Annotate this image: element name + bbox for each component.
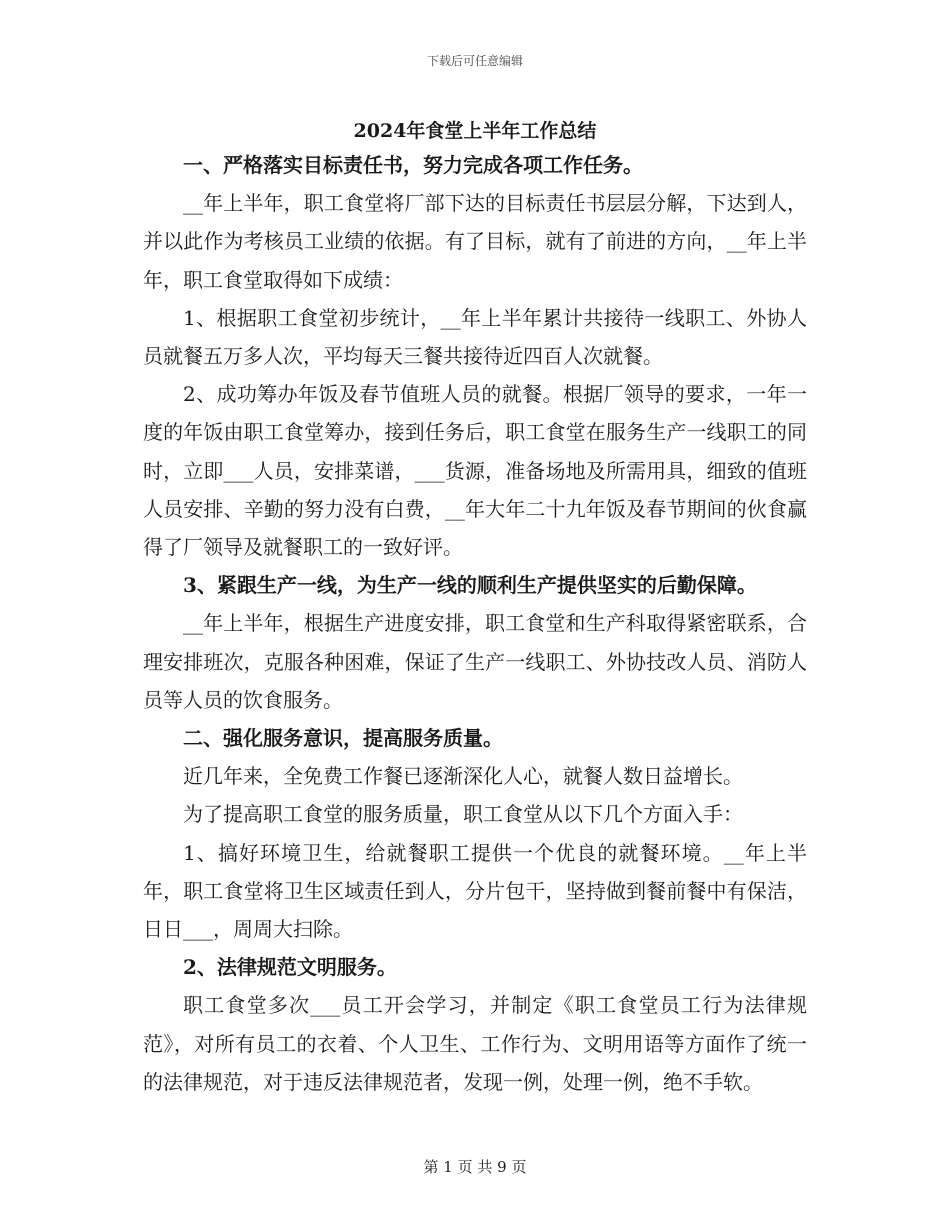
paragraph-item-1: 1、根据职工食堂初步统计，__年上半年累计共接待一线职工、外协人员就餐五万多人次，平均每天三餐共接待近四百人次就餐。 <box>143 305 807 369</box>
paragraph-hygiene: 1、搞好环境卫生，给就餐职工提供一个优良的就餐环境。__年上半年，职工食堂将卫生区域责任到人，分片包干，坚持做到餐前餐中有保洁，日日___，周周大扫除。 <box>143 840 807 942</box>
section-heading-law: 2、法律规范文明服务。 <box>183 955 397 980</box>
paragraph-production: __年上半年，根据生产进度安排，职工食堂和生产科取得紧密联系，合理安排班次，克服各种困难，保证了生产一线职工、外协技改人员、消防人员等人员的饮食服务。 <box>143 611 807 712</box>
section-heading-1: 一、严格落实目标责任书，努力完成各项工作任务。 <box>183 153 643 177</box>
page-header-note: 下载后可任意编辑 <box>426 54 523 68</box>
section-heading-3: 3、紧跟生产一线，为生产一线的顺利生产提供坚实的后勤保障。 <box>183 573 757 598</box>
section-heading-2: 二、强化服务意识，提高服务质量。 <box>183 726 503 751</box>
paragraph-item-2: 2、成功筹办年饭及春节值班人员的就餐。根据厂领导的要求，一年一度的年饭由职工食堂筹办，接到任务后，职工食堂在服务生产一线职工的同时，立即___人员，安排菜谱，___货源，准备场地及所需用具，细致的值班人员安排、辛勤的努力没有白费，__年大年二十九年饭及春节期间的伙食赢得了厂领导及就餐职工的一致好评。 <box>143 382 807 560</box>
page-footer: 第 1 页 共 9 页 <box>423 1158 527 1176</box>
document-title: 2024年食堂上半年工作总结 <box>353 120 597 142</box>
paragraph-improve: 为了提高职工食堂的服务质量，职工食堂从以下几个方面入手： <box>183 802 743 827</box>
paragraph-law: 职工食堂多次___员工开会学习，并制定《职工食堂员工行为法律规范》，对所有员工的衣着、个人卫生、工作行为、文明用语等方面作了统一的法律规范，对于违反法律规范者，发现一例，处理一例，绝不手软。 <box>143 993 807 1094</box>
paragraph-goals: __年上半年，职工食堂将厂部下达的目标责任书层层分解，下达到人，并以此作为考核员工业绩的依据。有了目标，就有了前进的方向，__年上半年，职工食堂取得如下成绩： <box>143 191 807 292</box>
document-body <box>143 146 807 1101</box>
paragraph-recent-years: 近几年来，全免费工作餐已逐渐深化人心，就餐人数日益增长。 <box>183 764 743 789</box>
